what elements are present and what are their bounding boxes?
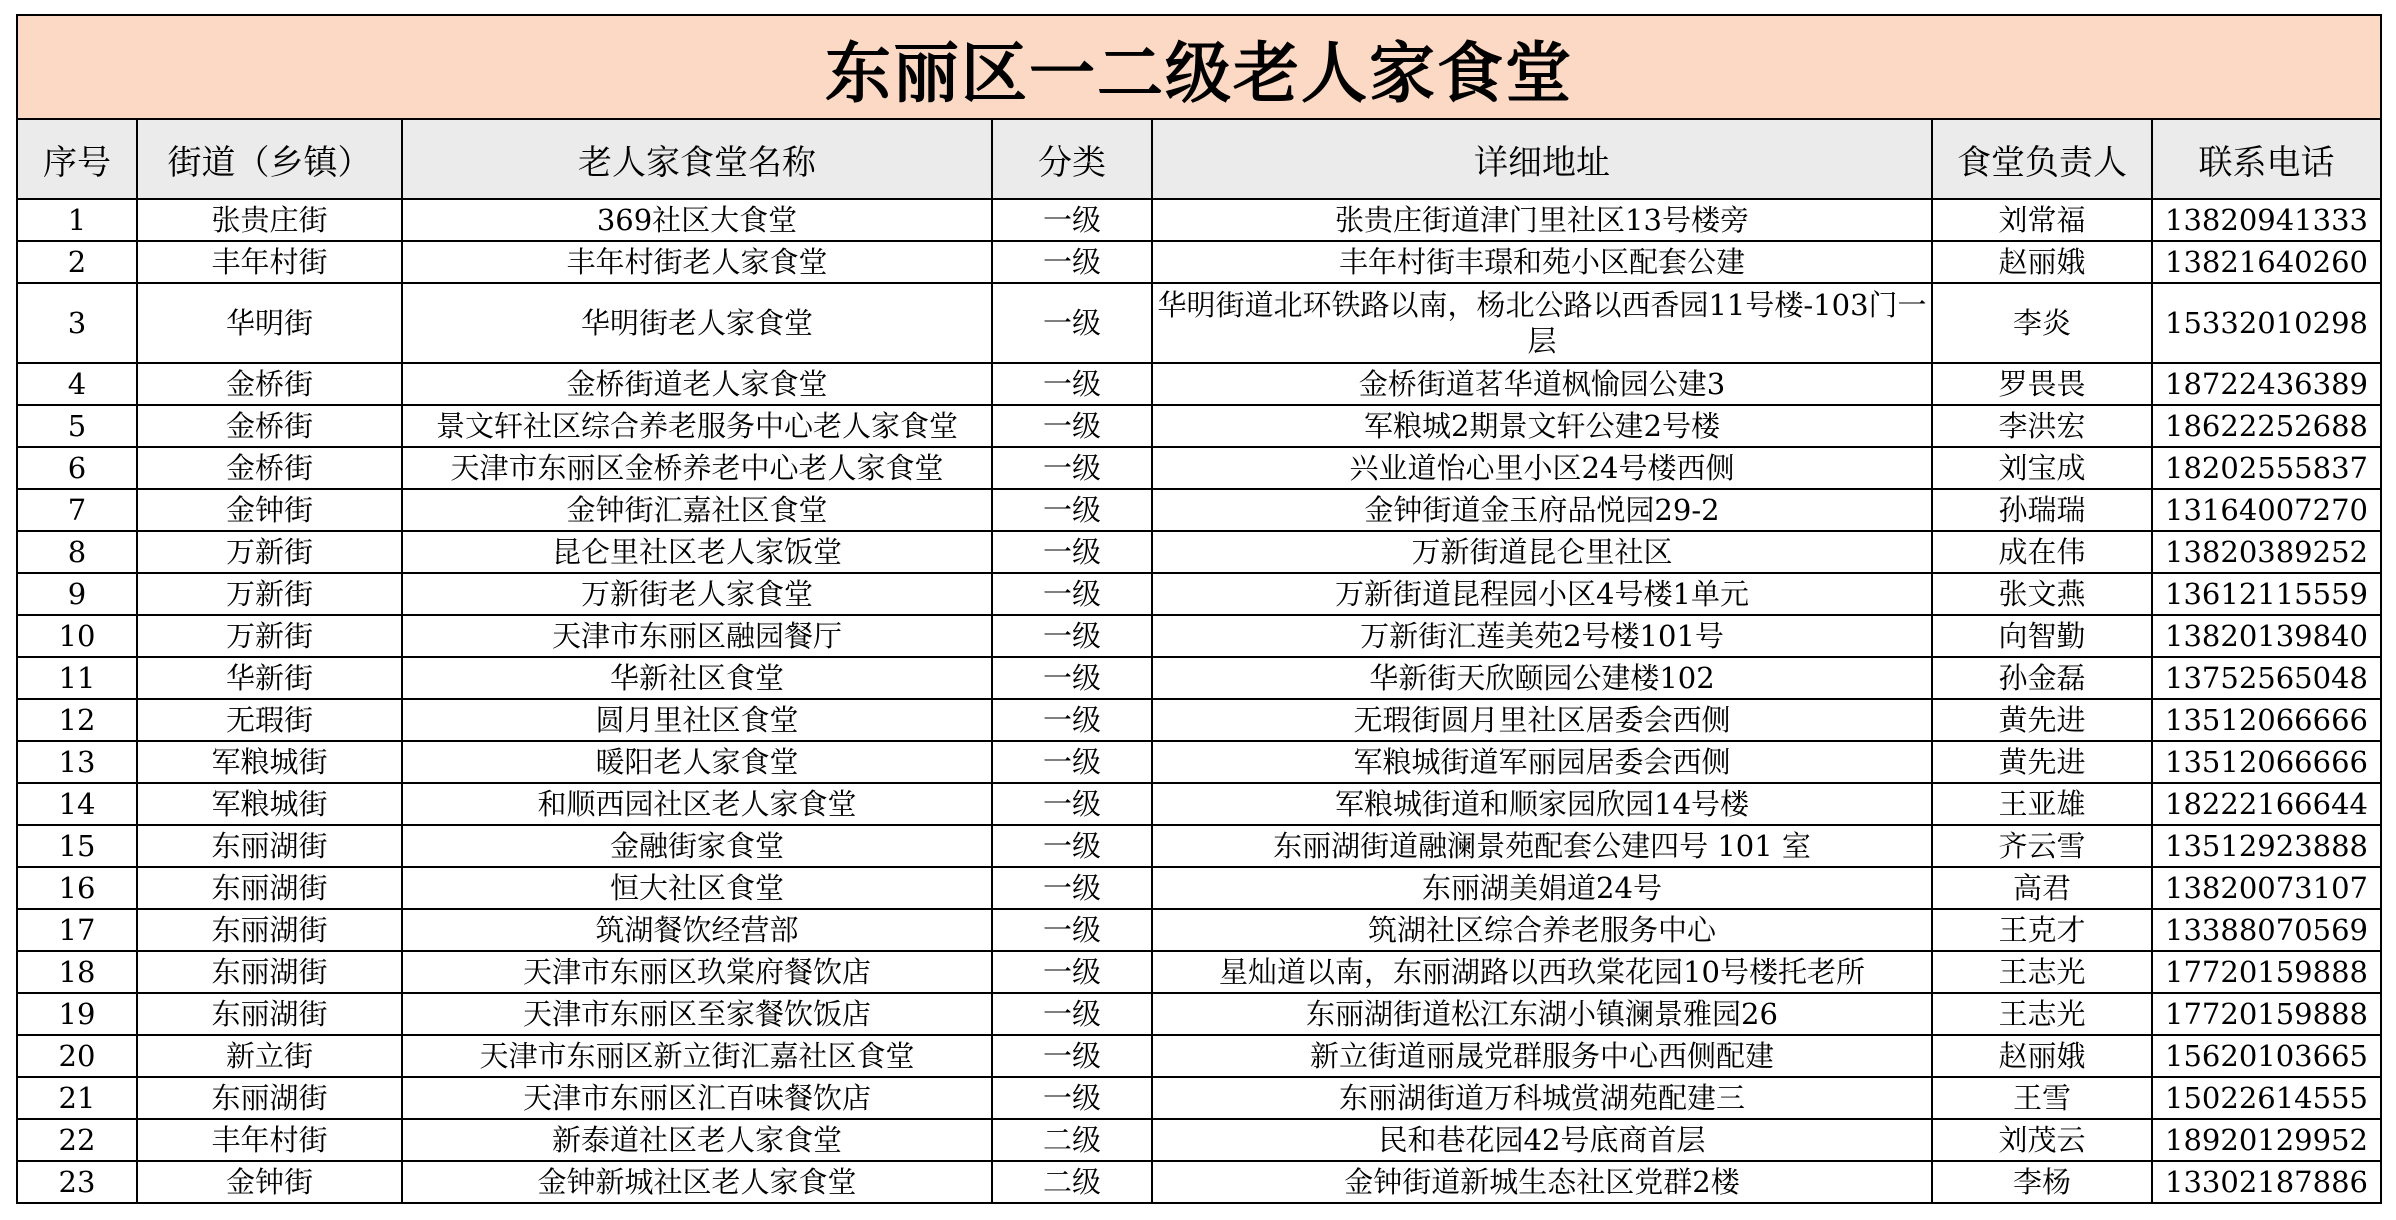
cell-category: 一级 bbox=[992, 405, 1152, 447]
cell-canteen-name: 新泰道社区老人家食堂 bbox=[402, 1119, 992, 1161]
cell-manager: 王志光 bbox=[1932, 951, 2152, 993]
cell-street: 万新街 bbox=[137, 573, 402, 615]
cell-manager: 张文燕 bbox=[1932, 573, 2152, 615]
cell-address: 民和巷花园42号底商首层 bbox=[1152, 1119, 1932, 1161]
cell-category: 一级 bbox=[992, 699, 1152, 741]
cell-phone: 13820941333 bbox=[2152, 199, 2381, 241]
column-header-category: 分类 bbox=[992, 119, 1152, 199]
column-header-address: 详细地址 bbox=[1152, 119, 1932, 199]
cell-canteen-name: 丰年村街老人家食堂 bbox=[402, 241, 992, 283]
cell-index: 12 bbox=[17, 699, 137, 741]
cell-category: 一级 bbox=[992, 489, 1152, 531]
table-row bbox=[17, 283, 2381, 363]
cell-phone: 13512066666 bbox=[2152, 699, 2381, 741]
cell-street: 丰年村街 bbox=[137, 241, 402, 283]
cell-manager: 齐云雪 bbox=[1932, 825, 2152, 867]
cell-address: 军粮城街道军丽园居委会西侧 bbox=[1152, 741, 1932, 783]
table-row bbox=[17, 993, 2381, 1035]
cell-street: 东丽湖街 bbox=[137, 993, 402, 1035]
cell-category: 一级 bbox=[992, 909, 1152, 951]
cell-category: 一级 bbox=[992, 657, 1152, 699]
cell-canteen-name: 昆仑里社区老人家饭堂 bbox=[402, 531, 992, 573]
cell-phone: 13820073107 bbox=[2152, 867, 2381, 909]
cell-category: 一级 bbox=[992, 1035, 1152, 1077]
cell-manager: 王亚雄 bbox=[1932, 783, 2152, 825]
table-row bbox=[17, 531, 2381, 573]
column-header-index: 序号 bbox=[17, 119, 137, 199]
cell-canteen-name: 华新社区食堂 bbox=[402, 657, 992, 699]
cell-category: 一级 bbox=[992, 951, 1152, 993]
cell-phone: 13752565048 bbox=[2152, 657, 2381, 699]
cell-street: 张贵庄街 bbox=[137, 199, 402, 241]
cell-street: 万新街 bbox=[137, 531, 402, 573]
cell-index: 6 bbox=[17, 447, 137, 489]
cell-address: 金桥街道茗华道枫愉园公建3 bbox=[1152, 363, 1932, 405]
cell-canteen-name: 和顺西园社区老人家食堂 bbox=[402, 783, 992, 825]
cell-manager: 孙金磊 bbox=[1932, 657, 2152, 699]
cell-address: 东丽湖美娟道24号 bbox=[1152, 867, 1932, 909]
cell-manager: 刘宝成 bbox=[1932, 447, 2152, 489]
cell-phone: 13388070569 bbox=[2152, 909, 2381, 951]
cell-address: 筑湖社区综合养老服务中心 bbox=[1152, 909, 1932, 951]
cell-category: 一级 bbox=[992, 573, 1152, 615]
cell-manager: 王志光 bbox=[1932, 993, 2152, 1035]
cell-index: 9 bbox=[17, 573, 137, 615]
cell-index: 2 bbox=[17, 241, 137, 283]
cell-canteen-name: 圆月里社区食堂 bbox=[402, 699, 992, 741]
cell-phone: 13512066666 bbox=[2152, 741, 2381, 783]
table-row bbox=[17, 909, 2381, 951]
cell-index: 3 bbox=[17, 283, 137, 363]
cell-canteen-name: 金钟街汇嘉社区食堂 bbox=[402, 489, 992, 531]
column-header-manager: 食堂负责人 bbox=[1932, 119, 2152, 199]
cell-category: 一级 bbox=[992, 447, 1152, 489]
cell-manager: 成在伟 bbox=[1932, 531, 2152, 573]
table-row bbox=[17, 783, 2381, 825]
cell-category: 一级 bbox=[992, 199, 1152, 241]
header-row bbox=[17, 119, 2381, 199]
table-row bbox=[17, 447, 2381, 489]
cell-canteen-name: 金桥街道老人家食堂 bbox=[402, 363, 992, 405]
table-row bbox=[17, 867, 2381, 909]
cell-index: 21 bbox=[17, 1077, 137, 1119]
table-row bbox=[17, 1077, 2381, 1119]
cell-category: 二级 bbox=[992, 1161, 1152, 1203]
table-row bbox=[17, 199, 2381, 241]
cell-canteen-name: 369社区大食堂 bbox=[402, 199, 992, 241]
cell-street: 东丽湖街 bbox=[137, 867, 402, 909]
cell-manager: 李炎 bbox=[1932, 283, 2152, 363]
cell-street: 华明街 bbox=[137, 283, 402, 363]
cell-street: 金钟街 bbox=[137, 489, 402, 531]
cell-street: 东丽湖街 bbox=[137, 1077, 402, 1119]
cell-canteen-name: 暖阳老人家食堂 bbox=[402, 741, 992, 783]
cell-phone: 13612115559 bbox=[2152, 573, 2381, 615]
cell-address: 万新街道昆程园小区4号楼1单元 bbox=[1152, 573, 1932, 615]
cell-street: 万新街 bbox=[137, 615, 402, 657]
cell-address: 兴业道怡心里小区24号楼西侧 bbox=[1152, 447, 1932, 489]
cell-index: 23 bbox=[17, 1161, 137, 1203]
cell-category: 二级 bbox=[992, 1119, 1152, 1161]
cell-manager: 刘茂云 bbox=[1932, 1119, 2152, 1161]
cell-phone: 18202555837 bbox=[2152, 447, 2381, 489]
table-row bbox=[17, 951, 2381, 993]
cell-index: 17 bbox=[17, 909, 137, 951]
cell-street: 东丽湖街 bbox=[137, 951, 402, 993]
cell-phone: 15620103665 bbox=[2152, 1035, 2381, 1077]
table-row bbox=[17, 1161, 2381, 1203]
cell-category: 一级 bbox=[992, 867, 1152, 909]
cell-phone: 17720159888 bbox=[2152, 993, 2381, 1035]
cell-street: 金桥街 bbox=[137, 405, 402, 447]
cell-canteen-name: 天津市东丽区融园餐厅 bbox=[402, 615, 992, 657]
cell-index: 5 bbox=[17, 405, 137, 447]
cell-street: 东丽湖街 bbox=[137, 909, 402, 951]
cell-address: 金钟街道金玉府品悦园29-2 bbox=[1152, 489, 1932, 531]
table-row bbox=[17, 1119, 2381, 1161]
cell-manager: 李杨 bbox=[1932, 1161, 2152, 1203]
cell-canteen-name: 天津市东丽区汇百味餐饮店 bbox=[402, 1077, 992, 1119]
cell-phone: 13820389252 bbox=[2152, 531, 2381, 573]
cell-manager: 向智勤 bbox=[1932, 615, 2152, 657]
cell-address: 东丽湖街道融澜景苑配套公建四号 101 室 bbox=[1152, 825, 1932, 867]
cell-category: 一级 bbox=[992, 741, 1152, 783]
table-row bbox=[17, 405, 2381, 447]
cell-index: 10 bbox=[17, 615, 137, 657]
cell-manager: 黄先进 bbox=[1932, 741, 2152, 783]
cell-address: 金钟街道新城生态社区党群2楼 bbox=[1152, 1161, 1932, 1203]
cell-index: 7 bbox=[17, 489, 137, 531]
cell-index: 4 bbox=[17, 363, 137, 405]
cell-phone: 17720159888 bbox=[2152, 951, 2381, 993]
title-row bbox=[17, 15, 2381, 119]
table-row bbox=[17, 615, 2381, 657]
cell-address: 星灿道以南，东丽湖路以西玖棠花园10号楼托老所 bbox=[1152, 951, 1932, 993]
table-row bbox=[17, 1035, 2381, 1077]
page-title: 东丽区一二级老人家食堂 bbox=[17, 15, 2381, 119]
cell-index: 15 bbox=[17, 825, 137, 867]
cell-index: 1 bbox=[17, 199, 137, 241]
table-row bbox=[17, 241, 2381, 283]
cell-address: 张贵庄街道津门里社区13号楼旁 bbox=[1152, 199, 1932, 241]
cell-manager: 赵丽娥 bbox=[1932, 241, 2152, 283]
cell-street: 新立街 bbox=[137, 1035, 402, 1077]
cell-address: 丰年村街丰璟和苑小区配套公建 bbox=[1152, 241, 1932, 283]
cell-manager: 王克才 bbox=[1932, 909, 2152, 951]
cell-address: 东丽湖街道松江东湖小镇澜景雅园26 bbox=[1152, 993, 1932, 1035]
table-row bbox=[17, 657, 2381, 699]
cell-category: 一级 bbox=[992, 241, 1152, 283]
cell-category: 一级 bbox=[992, 1077, 1152, 1119]
canteen-table bbox=[16, 14, 2382, 1204]
cell-index: 11 bbox=[17, 657, 137, 699]
cell-street: 无瑕街 bbox=[137, 699, 402, 741]
cell-address: 军粮城2期景文轩公建2号楼 bbox=[1152, 405, 1932, 447]
cell-category: 一级 bbox=[992, 283, 1152, 363]
cell-street: 金桥街 bbox=[137, 363, 402, 405]
cell-canteen-name: 华明街老人家食堂 bbox=[402, 283, 992, 363]
cell-street: 东丽湖街 bbox=[137, 825, 402, 867]
table-row bbox=[17, 363, 2381, 405]
cell-index: 14 bbox=[17, 783, 137, 825]
cell-manager: 孙瑞瑞 bbox=[1932, 489, 2152, 531]
cell-phone: 15022614555 bbox=[2152, 1077, 2381, 1119]
cell-canteen-name: 景文轩社区综合养老服务中心老人家食堂 bbox=[402, 405, 992, 447]
cell-canteen-name: 天津市东丽区新立街汇嘉社区食堂 bbox=[402, 1035, 992, 1077]
cell-street: 金桥街 bbox=[137, 447, 402, 489]
cell-phone: 13820139840 bbox=[2152, 615, 2381, 657]
table-row bbox=[17, 573, 2381, 615]
cell-phone: 13512923888 bbox=[2152, 825, 2381, 867]
cell-street: 华新街 bbox=[137, 657, 402, 699]
cell-manager: 刘常福 bbox=[1932, 199, 2152, 241]
table-row bbox=[17, 489, 2381, 531]
cell-street: 军粮城街 bbox=[137, 741, 402, 783]
cell-index: 22 bbox=[17, 1119, 137, 1161]
cell-category: 一级 bbox=[992, 363, 1152, 405]
cell-index: 20 bbox=[17, 1035, 137, 1077]
cell-index: 18 bbox=[17, 951, 137, 993]
cell-category: 一级 bbox=[992, 531, 1152, 573]
cell-manager: 赵丽娥 bbox=[1932, 1035, 2152, 1077]
cell-canteen-name: 筑湖餐饮经营部 bbox=[402, 909, 992, 951]
cell-street: 金钟街 bbox=[137, 1161, 402, 1203]
cell-category: 一级 bbox=[992, 615, 1152, 657]
cell-manager: 李洪宏 bbox=[1932, 405, 2152, 447]
cell-phone: 15332010298 bbox=[2152, 283, 2381, 363]
cell-canteen-name: 天津市东丽区玖棠府餐饮店 bbox=[402, 951, 992, 993]
table-row bbox=[17, 741, 2381, 783]
column-header-canteen-name: 老人家食堂名称 bbox=[402, 119, 992, 199]
cell-category: 一级 bbox=[992, 825, 1152, 867]
cell-address: 万新街道昆仑里社区 bbox=[1152, 531, 1932, 573]
cell-phone: 13164007270 bbox=[2152, 489, 2381, 531]
cell-phone: 18622252688 bbox=[2152, 405, 2381, 447]
table-row bbox=[17, 825, 2381, 867]
cell-canteen-name: 万新街老人家食堂 bbox=[402, 573, 992, 615]
cell-canteen-name: 天津市东丽区金桥养老中心老人家食堂 bbox=[402, 447, 992, 489]
cell-index: 19 bbox=[17, 993, 137, 1035]
cell-manager: 高君 bbox=[1932, 867, 2152, 909]
cell-manager: 罗畏畏 bbox=[1932, 363, 2152, 405]
cell-canteen-name: 恒大社区食堂 bbox=[402, 867, 992, 909]
cell-index: 13 bbox=[17, 741, 137, 783]
cell-category: 一级 bbox=[992, 993, 1152, 1035]
cell-address: 华新街天欣颐园公建楼102 bbox=[1152, 657, 1932, 699]
cell-street: 军粮城街 bbox=[137, 783, 402, 825]
cell-phone: 13302187886 bbox=[2152, 1161, 2381, 1203]
cell-address: 万新街汇莲美苑2号楼101号 bbox=[1152, 615, 1932, 657]
cell-address: 华明街道北环铁路以南，杨北公路以西香园11号楼-103门一层 bbox=[1152, 283, 1932, 363]
cell-category: 一级 bbox=[992, 783, 1152, 825]
cell-manager: 黄先进 bbox=[1932, 699, 2152, 741]
column-header-phone: 联系电话 bbox=[2152, 119, 2381, 199]
cell-phone: 18920129952 bbox=[2152, 1119, 2381, 1161]
cell-manager: 王雪 bbox=[1932, 1077, 2152, 1119]
cell-index: 16 bbox=[17, 867, 137, 909]
cell-address: 军粮城街道和顺家园欣园14号楼 bbox=[1152, 783, 1932, 825]
cell-phone: 18722436389 bbox=[2152, 363, 2381, 405]
column-header-street: 街道（乡镇） bbox=[137, 119, 402, 199]
cell-index: 8 bbox=[17, 531, 137, 573]
cell-canteen-name: 天津市东丽区至家餐饮饭店 bbox=[402, 993, 992, 1035]
table-row bbox=[17, 699, 2381, 741]
cell-address: 无瑕街圆月里社区居委会西侧 bbox=[1152, 699, 1932, 741]
cell-street: 丰年村街 bbox=[137, 1119, 402, 1161]
cell-phone: 18222166644 bbox=[2152, 783, 2381, 825]
cell-address: 新立街道丽晟党群服务中心西侧配建 bbox=[1152, 1035, 1932, 1077]
cell-canteen-name: 金钟新城社区老人家食堂 bbox=[402, 1161, 992, 1203]
cell-canteen-name: 金融街家食堂 bbox=[402, 825, 992, 867]
cell-address: 东丽湖街道万科城赏湖苑配建三 bbox=[1152, 1077, 1932, 1119]
cell-phone: 13821640260 bbox=[2152, 241, 2381, 283]
